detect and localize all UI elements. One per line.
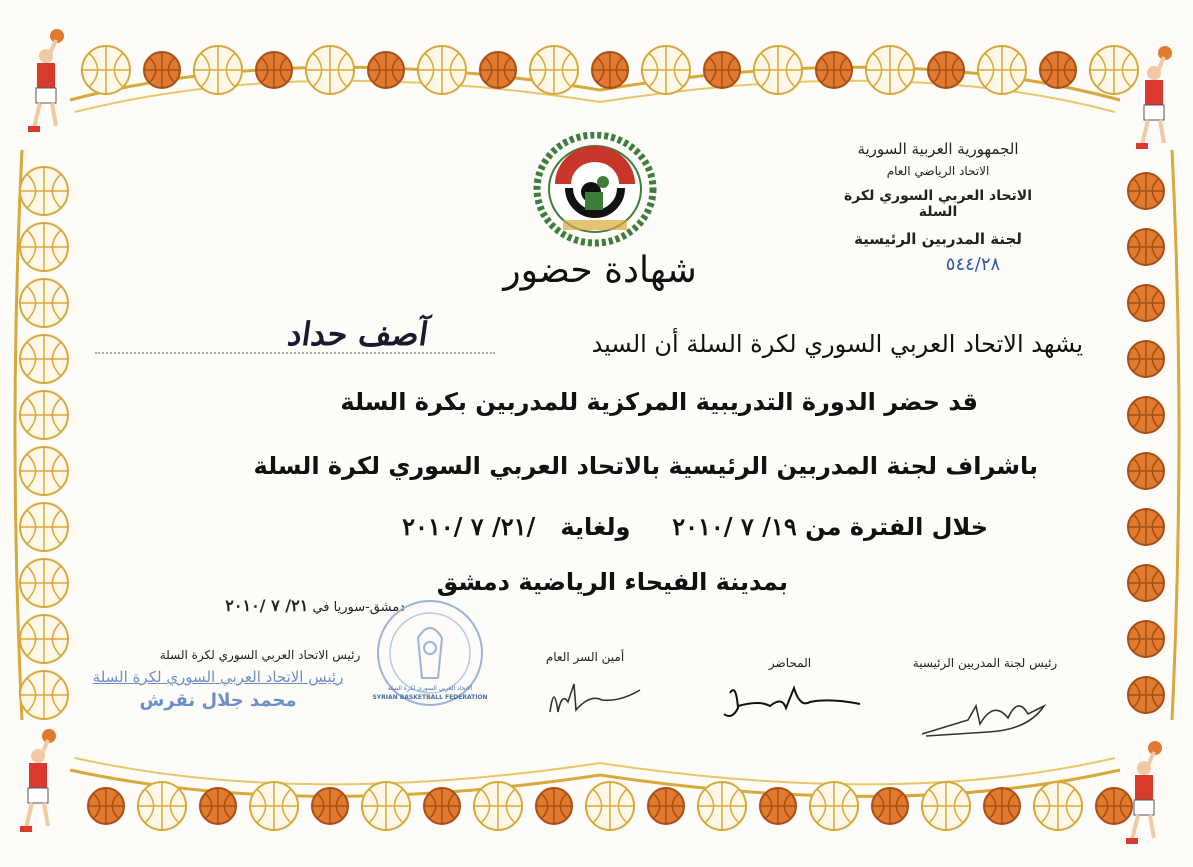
basketball-icon: [416, 780, 468, 832]
president-title: رئيس الاتحاد العربي السوري لكرة السلة: [159, 648, 361, 662]
basketball-icon: [80, 780, 132, 832]
basketball-icon: [18, 445, 70, 497]
basketball-icon: [976, 44, 1028, 96]
basketball-player-icon: [1120, 740, 1170, 850]
issue-place-date: [95, 596, 405, 615]
basketball-icon: [192, 780, 244, 832]
basketball-icon: [1032, 780, 1084, 832]
basketball-icon: [1120, 221, 1172, 273]
basketball-player-icon: [14, 728, 64, 838]
recipient-name: آصف حداد: [285, 315, 431, 353]
basketball-icon: [696, 780, 748, 832]
basketball-icon: [80, 44, 132, 96]
basketball-player-icon: [22, 28, 72, 138]
president-stamp: [58, 668, 378, 711]
basketball-icon: [1120, 613, 1172, 665]
basketball-icon: [640, 44, 692, 96]
committee-label: لجنة المدربين الرئيسية: [854, 230, 1022, 248]
period-to-date: /٢١/ ٧ /٢٠١٠: [402, 512, 536, 541]
basketball-icon: [808, 44, 860, 96]
period-label: خلال الفترة من: [805, 513, 988, 541]
basketball-icon: [248, 44, 300, 96]
president-stamp-title: رئيس الاتحاد العربي السوري لكرة السلة: [92, 668, 344, 686]
basketball-icon: [1120, 445, 1172, 497]
basketball-icon: [192, 44, 244, 96]
basketball-icon: [136, 780, 188, 832]
basketball-icon: [976, 780, 1028, 832]
reference-number: ٥٤٤/٢٨: [945, 254, 1001, 275]
basketball-icon: [18, 277, 70, 329]
sports-union-label: الاتحاد الرياضي العام: [886, 164, 990, 178]
basketball-icon: [1120, 277, 1172, 329]
basketball-icon: [584, 780, 636, 832]
issue-place: دمشق-سوريا: [333, 600, 405, 615]
federation-label: الاتحاد العربي السوري لكرة السلة: [843, 188, 1033, 220]
basketball-icon: [472, 44, 524, 96]
certificate-title: شهادة حضور: [503, 250, 697, 291]
basketball-icon: [696, 44, 748, 96]
basketball-icon: [808, 780, 860, 832]
federation-emblem-logo: [533, 132, 658, 247]
period-from-date: ١٩/ ٧ /٢٠١٠: [672, 512, 797, 541]
basketball-icon: [472, 780, 524, 832]
basketball-icon: [1120, 333, 1172, 385]
lecturer-title: المحاضر: [768, 656, 812, 670]
basketball-icon: [528, 44, 580, 96]
basketball-icon: [304, 780, 356, 832]
supervision-line: باشراف لجنة المدربين الرئيسية بالاتحاد العربي السوري لكرة السلة: [253, 452, 1038, 480]
basketball-icon: [18, 501, 70, 553]
basketball-icon: [18, 165, 70, 217]
basketball-icon: [1120, 669, 1172, 721]
basketball-icon: [18, 389, 70, 441]
committee-head-signature: [918, 690, 1058, 740]
course-line: قد حضر الدورة التدريبية المركزية للمدربين بكرة السلة: [340, 388, 978, 416]
basketball-icon: [18, 221, 70, 273]
basketball-icon: [752, 44, 804, 96]
attestation-line: يشهد الاتحاد العربي السوري لكرة السلة أن السيد: [591, 330, 1083, 358]
issue-date: ٢١/ ٧ /٢٠١٠: [225, 596, 309, 615]
lecturer-signature: [720, 678, 870, 728]
basketball-icon: [1120, 501, 1172, 553]
basketball-icon: [18, 333, 70, 385]
basketball-icon: [864, 44, 916, 96]
basketball-icon: [304, 44, 356, 96]
basketball-icon: [18, 557, 70, 609]
basketball-icon: [528, 780, 580, 832]
basketball-icon: [864, 780, 916, 832]
location-line: بمدينة الفيحاء الرياضية دمشق: [436, 568, 788, 596]
basketball-icon: [752, 780, 804, 832]
committee-head-title: رئيس لجنة المدربين الرئيسية: [912, 656, 1058, 670]
period-line: [402, 512, 988, 541]
basketball-icon: [1120, 165, 1172, 217]
basketball-icon: [1032, 44, 1084, 96]
basketball-icon: [920, 44, 972, 96]
federation-seal-stamp: [368, 598, 493, 713]
svg-text:الاتحاد العربي السوري لكرة الس: الاتحاد العربي السوري لكرة السلة: [387, 685, 473, 692]
basketball-icon: [1120, 557, 1172, 609]
secretary-signature: [540, 672, 650, 722]
basketball-icon: [920, 780, 972, 832]
basketball-icon: [18, 613, 70, 665]
basketball-icon: [360, 44, 412, 96]
basketball-icon: [640, 780, 692, 832]
president-name: محمد جلال نقرش: [139, 690, 297, 711]
basketball-icon: [416, 44, 468, 96]
secretary-title: أمين السر العام: [545, 650, 625, 664]
issue-in-label: في: [312, 600, 330, 615]
svg-text:SYRIAN BASKETBALL FEDERATION: SYRIAN BASKETBALL FEDERATION: [372, 694, 488, 701]
basketball-player-icon: [1130, 45, 1180, 155]
period-to-label: ولغاية: [560, 513, 631, 541]
republic-label: الجمهورية العربية السورية: [857, 140, 1019, 158]
basketball-icon: [1120, 389, 1172, 441]
basketball-icon: [360, 780, 412, 832]
issuer-header: [823, 140, 1053, 248]
basketball-icon: [136, 44, 188, 96]
basketball-icon: [248, 780, 300, 832]
basketball-icon: [584, 44, 636, 96]
